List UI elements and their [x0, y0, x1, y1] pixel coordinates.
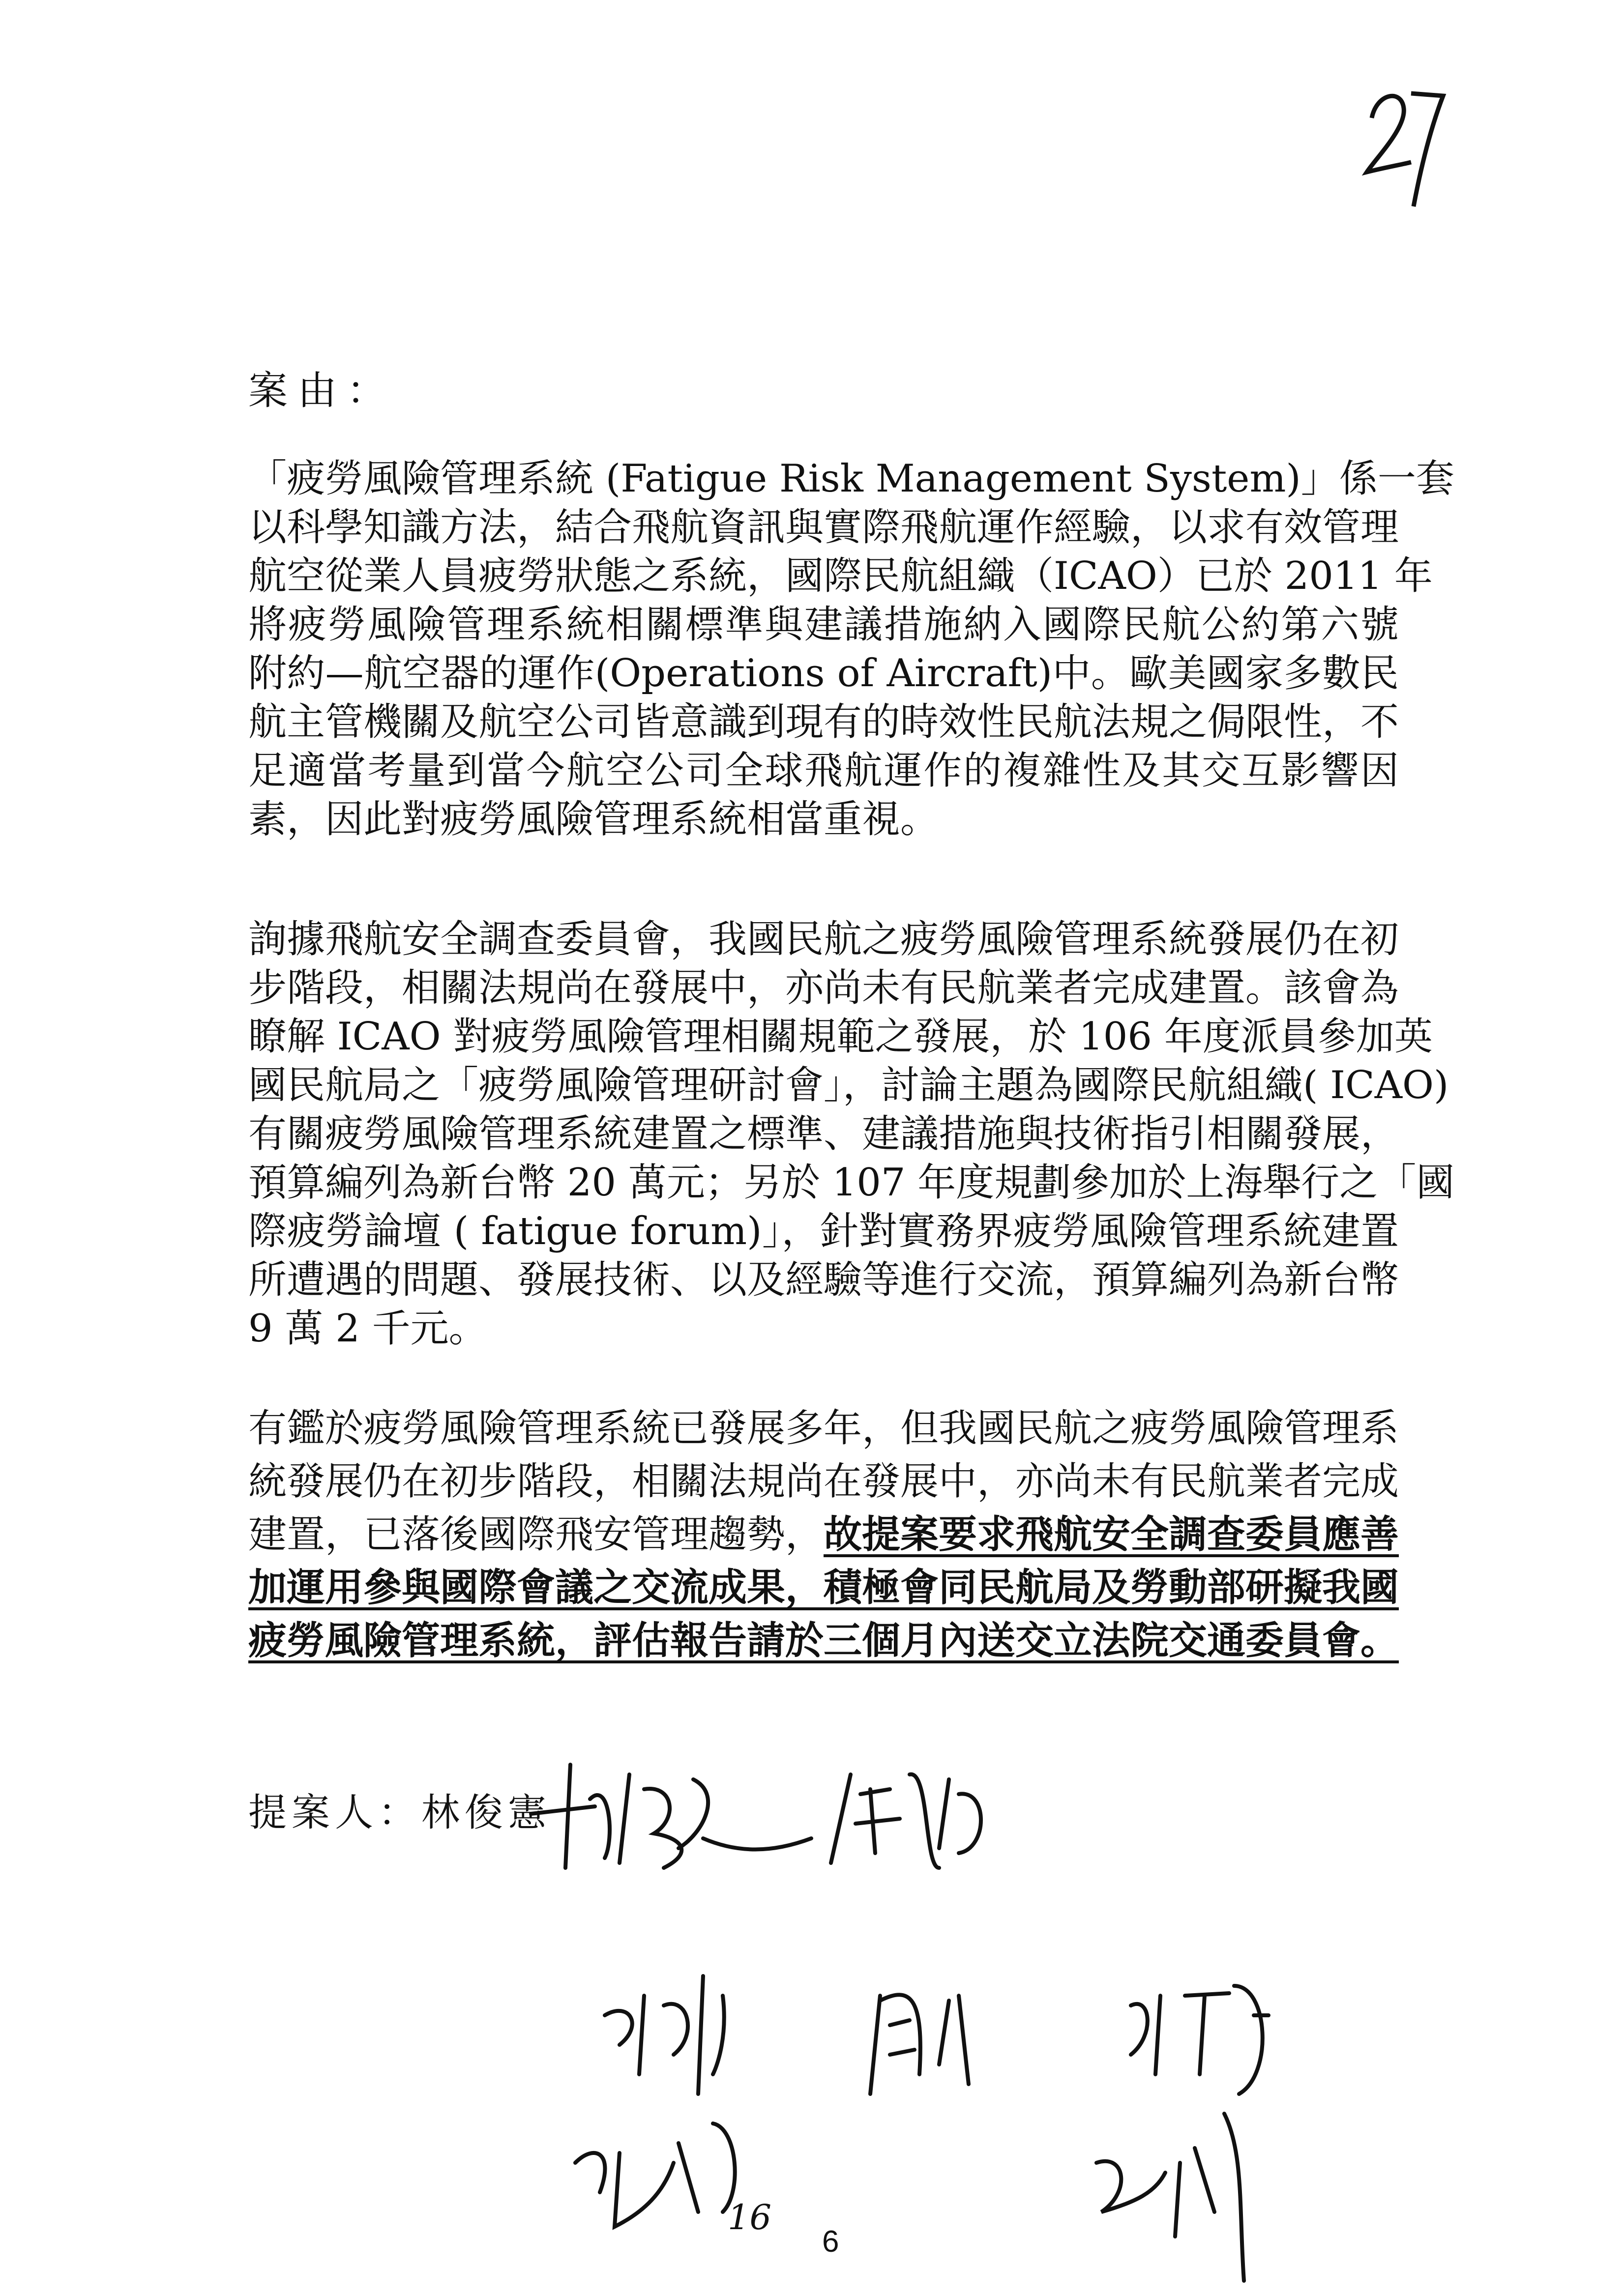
text-segment: 有關疲勞風險管理系統建置之標準、建議措施與技術指引相關發展， [248, 1112, 1399, 1156]
text-segment: 詢據飛航安全調查委員會，我國民航之疲勞風險管理系統發展仍在初 [248, 917, 1399, 961]
text-line [248, 1508, 1399, 1561]
text-line [248, 1207, 1399, 1256]
text-segment: 「疲勞風險管理系統 (Fatigue Risk Management System)」係一套 [248, 457, 1454, 501]
text-line [248, 1110, 1399, 1159]
text-line [248, 1256, 1399, 1305]
emphasized-text: 疲勞風險管理系統，評估報告請於三個月內送交立法院交通委員會。 [248, 1618, 1399, 1663]
paragraph-proposal [248, 1402, 1399, 1667]
handwritten-page-mark [1357, 74, 1455, 221]
emphasized-text: 加運用參與國際會議之交流成果，積極會同民航局及勞動部研擬我國 [248, 1565, 1399, 1610]
text-segment: 瞭解 ICAO 對疲勞風險管理相關規範之發展，於 106 年度派員參加英 [248, 1015, 1433, 1059]
text-segment: 統發展仍在初步階段，相關法規尚在發展中，亦尚未有民航業者完成 [248, 1459, 1399, 1504]
text-segment: 所遭遇的問題、發展技術、以及經驗等進行交流，預算編列為新台幣 [248, 1258, 1399, 1302]
text-line [248, 503, 1399, 552]
paragraph-investigation [248, 915, 1455, 1353]
text-line [248, 747, 1399, 795]
page-number: 6 [822, 2225, 839, 2259]
text-line [248, 964, 1399, 1013]
text-line [248, 649, 1399, 698]
paragraph-background [248, 455, 1454, 844]
text-line [248, 1455, 1399, 1508]
text-line [248, 1159, 1455, 1207]
text-segment: 際疲勞論壇 ( fatigue forum)」，針對實務界疲勞風險管理系統建置 [248, 1209, 1399, 1253]
text-line [248, 552, 1433, 601]
text-line [248, 1614, 1399, 1667]
text-line [248, 795, 1399, 844]
emphasized-text: 故提案要求飛航安全調查委員應善 [824, 1512, 1399, 1557]
text-line [248, 698, 1399, 747]
text-line [248, 915, 1399, 964]
text-segment: 航空從業人員疲勞狀態之系統，國際民航組織（ICAO）已於 2011 年 [248, 554, 1433, 598]
text-line [248, 1061, 1449, 1110]
handwritten-note: 16 [728, 2197, 772, 2238]
text-line [248, 1305, 1399, 1353]
signatures-handwritten [516, 1720, 1500, 2296]
text-segment: 將疲勞風險管理系統相關標準與建議措施納入國際民航公約第六號 [248, 603, 1399, 647]
text-segment: 附約—航空器的運作(Operations of Aircraft)中。歐美國家多數民 [248, 651, 1399, 696]
text-line [248, 1402, 1399, 1455]
text-line [248, 1013, 1433, 1061]
text-segment: 預算編列為新台幣 20 萬元；另於 107 年度規劃參加於上海舉行之「國 [248, 1161, 1455, 1205]
text-line [248, 601, 1399, 649]
text-segment: 以科學知識方法，結合飛航資訊與實際飛航運作經驗，以求有效管理 [248, 505, 1399, 550]
text-line [248, 1561, 1399, 1614]
text-segment: 步階段，相關法規尚在發展中，亦尚未有民航業者完成建置。該會為 [248, 966, 1399, 1010]
proposer-label: 提案人：林俊憲 [248, 1791, 552, 1835]
text-segment: 素，因此對疲勞風險管理系統相當重視。 [248, 797, 939, 842]
heading-subject: 案由： [248, 368, 396, 413]
text-segment: 足適當考量到當今航空公司全球飛航運作的複雜性及其交互影響因 [248, 749, 1399, 793]
text-segment: 9 萬 2 千元。 [248, 1307, 487, 1351]
text-segment: 航主管機關及航空公司皆意識到現有的時效性民航法規之侷限性，不 [248, 700, 1399, 744]
text-line [248, 455, 1454, 503]
text-segment: 建置，已落後國際飛安管理趨勢， [248, 1512, 824, 1557]
text-segment: 有鑑於疲勞風險管理系統已發展多年，但我國民航之疲勞風險管理系 [248, 1406, 1399, 1451]
text-segment: 國民航局之「疲勞風險管理研討會」，討論主題為國際民航組織( ICAO) [248, 1063, 1449, 1107]
